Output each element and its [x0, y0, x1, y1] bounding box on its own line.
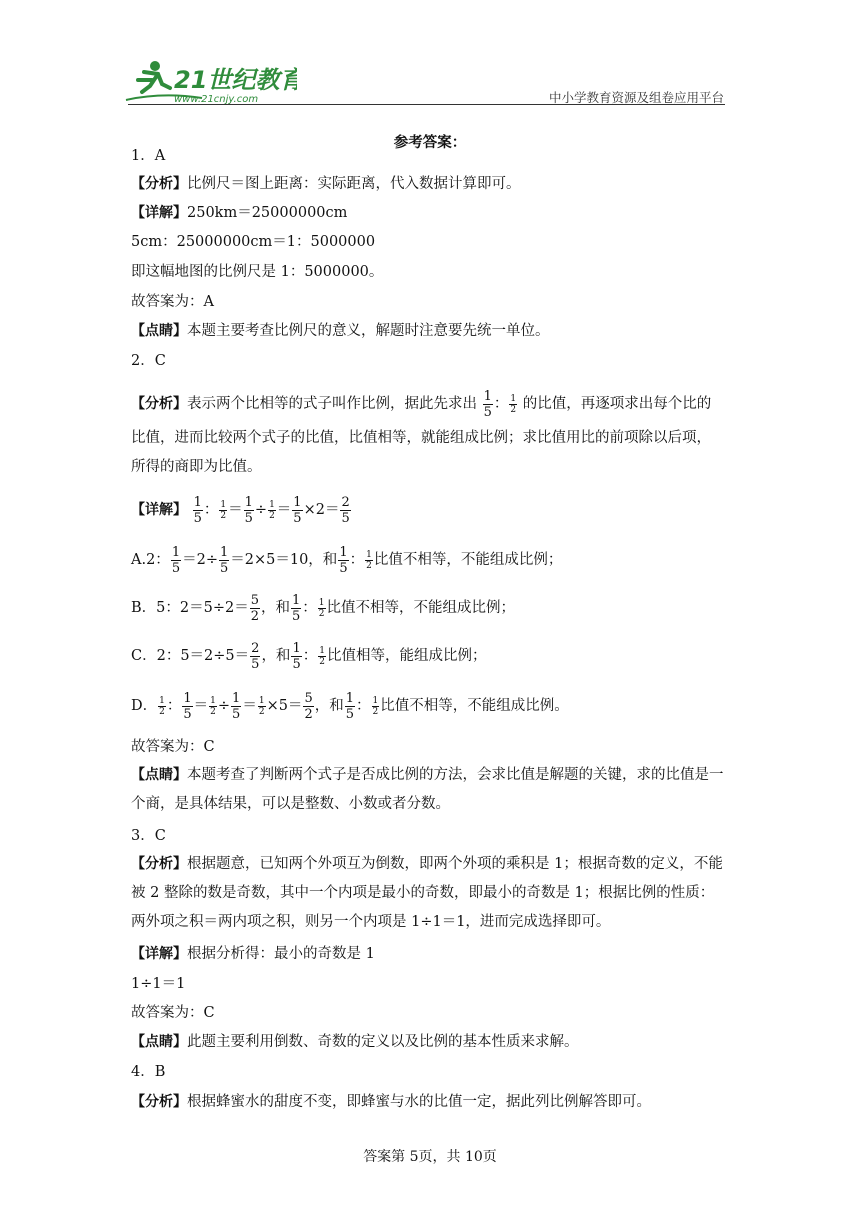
q2-analysis-line1: 【分析】表示两个比相等的式子叫作比例，据此先求出 $\frac{1}{5}$ ： $\frac{1}{2}$ 的比值，再逐项求出每个比的: [131, 388, 712, 420]
q1-comment: 【点睛】本题主要考查比例尺的意义，解题时注意要先统一单位。: [131, 323, 550, 339]
header-tagline: 中小学教育资源及组卷应用平台: [548, 90, 724, 105]
q1-analysis: 【分析】比例尺＝图上距离：实际距离，代入数据计算即可。: [131, 176, 521, 192]
logo-url: www.21cnjy.com: [174, 94, 259, 105]
q2-analysis-line2: 比值，进而比较两个式子的比值，比值相等，就能组成比例；求比值用比的前项除以后项，: [131, 430, 711, 446]
q2-option-c: C．2：5＝2÷5＝ $\frac{2}{5}$ ，和 $\frac{1}{5}$ ： $\frac{1}{2}$ 比值相等，能组成比例；: [131, 640, 487, 672]
logo: [122, 58, 297, 108]
page-title: 参考答案：: [393, 134, 467, 151]
q2-option-a: A.2： $\frac{1}{5}$ ＝2÷ $\frac{1}{5}$ ＝2×5＝10，和 $\frac{1}{5}$ ： $\frac{1}{2}$ 比值不相等，不能组成比例；: [131, 544, 563, 576]
q2-answer: 故答案为：C: [131, 739, 215, 755]
logo-text: 21世纪教育: [174, 66, 297, 94]
header-divider: [128, 104, 725, 105]
q3-detail: 【详解】根据分析得：最小的奇数是 1: [131, 946, 375, 962]
q3-analysis: 【分析】根据题意，已知两个外项互为倒数，即两个外项的乘积是 1；根据奇数的定义，不能被 2 整除的数是奇数，其中一个内项是最小的奇数，即最小的奇数是 1；根据比例的性质：两外项之积＝两内项之积，则另一个内项是 1÷1＝1，进而完成选择即可。: [131, 856, 723, 930]
q4-number: 4．B: [131, 1064, 166, 1080]
q3-line2: 1÷1＝1: [131, 976, 186, 992]
q1-answer: 故答案为：A: [131, 294, 214, 310]
q1-detail: 【详解】250km＝25000000cm: [131, 205, 348, 221]
q3-comment: 【点睛】此题主要利用倒数、奇数的定义以及比例的基本性质来求解。: [131, 1034, 579, 1050]
q2-number: 2．C: [131, 353, 166, 369]
q1-line3: 即这幅地图的比例尺是 1：5000000。: [131, 264, 384, 280]
q2-option-b: B．5：2＝5÷2＝ $\frac{5}{2}$ ，和 $\frac{1}{5}$ ： $\frac{1}{2}$ 比值不相等，不能组成比例；: [131, 592, 516, 624]
q3-number: 3．C: [131, 828, 166, 844]
q2-option-d: D． $\frac{1}{2}$ ： $\frac{1}{5}$ ＝ $\frac{1}{2}$ ÷ $\frac{1}{5}$ ＝ $\frac{1}{2}$ ×5＝ $\frac{5}{2}$ ，和 $\frac{1}{5}$ ： $\frac{1}{2}$ 比值不相等，不能组成比例。: [131, 690, 569, 722]
q2-detail: 【详解】 $\frac{1}{5}$ ： $\frac{1}{2}$ ＝ $\frac{1}{5}$ ÷ $\frac{1}{2}$ ＝ $\frac{1}{5}$ ×2＝ $\frac{2}{5}$: [131, 494, 350, 526]
q2-analysis-line3: 所得的商即为比值。: [131, 459, 262, 475]
q1-number: 1．A: [131, 148, 166, 164]
q3-answer: 故答案为：C: [131, 1005, 215, 1021]
q1-line2: 5cm：25000000cm＝1：5000000: [131, 234, 376, 250]
page-footer: 答案第 5页，共 10页: [363, 1149, 497, 1165]
q2-comment: 【点睛】本题考查了判断两个式子是否成比例的方法，会求比值是解题的关键，求的比值是一个商，是具体结果，可以是整数、小数或者分数。: [131, 767, 724, 812]
q4-analysis: 【分析】根据蜂蜜水的甜度不变，即蜂蜜与水的比值一定，据此列比例解答即可。: [131, 1094, 651, 1110]
page-header: [0, 0, 860, 110]
